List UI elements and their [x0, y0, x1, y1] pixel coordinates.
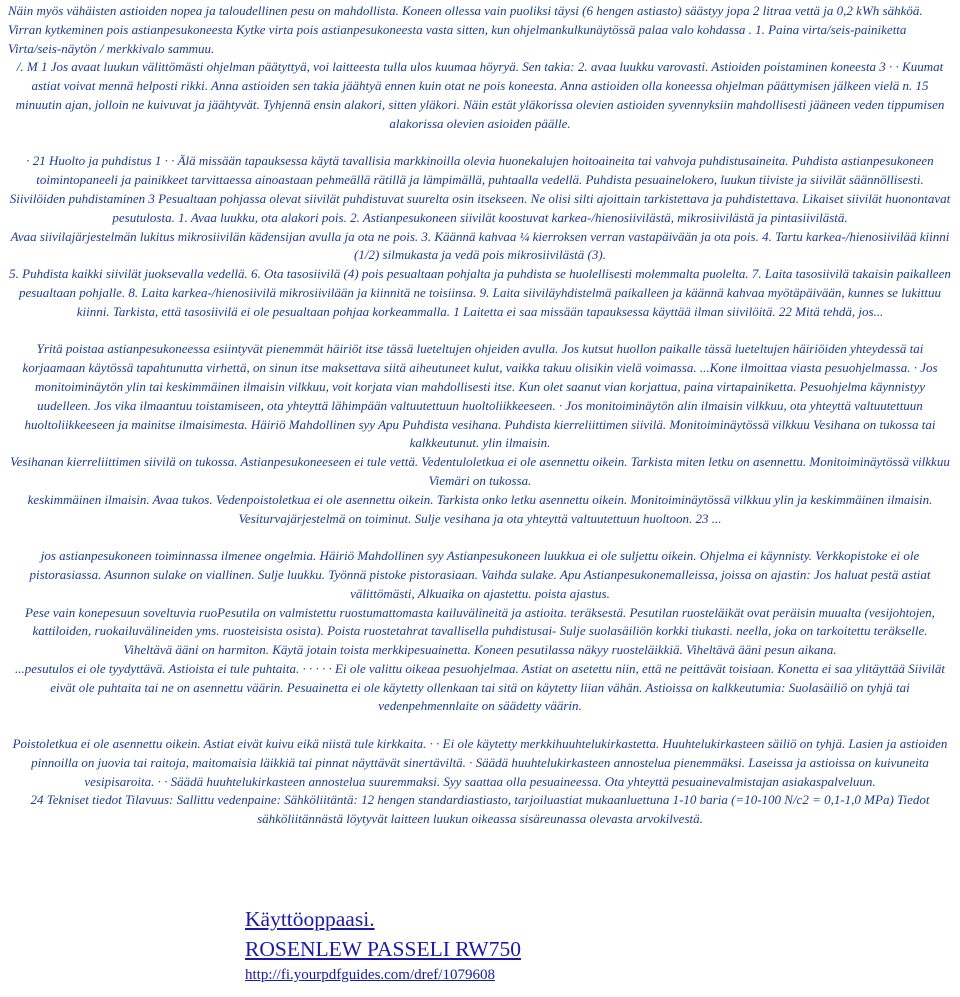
manual-page-text — [8, 2, 952, 829]
paragraph-unloading: /. M 1 Jos avaat luukun välittömästi ohjelman päätyttyä, voi laitteesta tulla ulos kuumaa höyryä. Sen takia: 2. avaa luukku varovasti. Astioiden poistaminen koneesta 3 · · Kuumat astiat voivat mennä helposti rikki. Anna astioiden sen takia jäähtyä ennen kuin otat ne pois koneesta. Anna astioiden olla koneessa ohjelman päättymisen jälkeen vielä n. 15 minuutin ajan, jolloin ne kuivuvat ja jäähtyvät. Tyhjennä ensin alakori, sitten yläkori. Näin estät yläkorissa olevien astioiden syvennyksiin mahdollisesti jääneen veden tippumisen alakorissa olevien asioiden päälle. — [15, 59, 945, 131]
paragraph-wash-result: ...pesutulos ei ole tyydyttävä. Astioista ei tule puhtaita. · · · · · Ei ole valittu oikeaa pesuohjelmaa. Astiat on asetettu niin, että ne peittävät toisiaan. Konetta ei saa ylitäyttää Siivilät eivät ole puhtaita tai ne on asennettu väärin. Pesuainetta ei ole käytetty ollenkaan tai sitä on käytetty liian vähän. Astioissa on kalkkeutumia: Suolasäiliö on tyhjä tai vedenpehmennlaite on säädetty väärin. — [15, 660, 945, 714]
footer-links — [245, 904, 521, 986]
paragraph-maintenance: · 21 Huolto ja puhdistus 1 · · Älä missään tapauksessa käytä tavallisia markkinoilla olevia huonekalujen hoitoaineita tai vahvoja puhdistusaineita. Puhdista astianpesukoneen toimintopaneeli ja painikkeet tarvittaessa ainoastaan pehmeällä rätillä ja lämpimällä, puhtaalla vedellä. Puhdista pesuainelokero, luukun tiiviste ja siivilät säännöllisesti. Siivilöiden puhdistaminen 3 Pesualtaan pohjassa olevat siivilät puhdistuvat suurelta osin itsekseen. Ne olisi silti ajoittain tarkistettava ja puhdistettava. Likaiset siivilät huonontavat pesutulosta. 1. Avaa luukku, ota alakori pois. 2. Astianpesukoneen siivilät koostuvat karkea-/hienosiivilästä, mikrosiivilästä ja pintasiivilästä. — [9, 153, 951, 225]
paragraph-drain: keskimmäinen ilmaisin. Avaa tukos. Vedenpoistoletkua ei ole asennettu oikein. Tarkista onko letku asennettu oikein. Monitoiminäytössä vilkkuu ylin ja keskimmäinen ilmaisin. Vesiturvajärjestelmä on toiminut. Sulje vesihana ja ota yhteyttä valtuutettuun huoltoon. 23 ... — [27, 491, 933, 526]
paragraph-rust: Pese vain konepesuun soveltuvia ruoPesutila on valmistettu ruostumattomasta kailuvälineitä ja astioita. teräksestä. Pesutilan ruosteläikät ovat peräisin muualta (vesijohtojen, kattiloiden, ruokailuvälineiden yms. ruosteisista osista). Poista ruostetahrat tavallisella puhdistusai- Sulje suolasäiliön korkki tiukasti. neella, joka on tarkoitettu teräkselle. Viheltävä ääni on harmiton. Käytä jotain toista merkkipesuainetta. Koneen pesutilassa näkyy ruosteläikkiä. Viheltävä ääni pesun aikana. — [25, 604, 935, 658]
paragraph-water-inlet: Vesihanan kierreliittimen siivilä on tukossa. Astianpesukoneeseen ei tule vettä. Vedentuloletkua ei ole asennettu oikein. Tarkista miten letku on asennettu. Monitoiminäytössä vilkkuu Viemäri on tukossa. — [10, 454, 950, 488]
paragraph-technical-data: 24 Tekniset tiedot Tilavuus: Sallittu vedenpaine: Sähköliitäntä: 12 hengen standardiastiasto, tarjoiluastiat mukaanluettuna 1-10 baria (=10-100 N/c2 = 0,1-1,0 MPa) Tiedot sähköliitännästä löytyvät laitteen luukun oikeassa sisäreunassa olevasta arvokilvestä. — [30, 792, 930, 827]
paragraph-gap — [8, 528, 952, 547]
paragraph-gap — [8, 134, 952, 153]
manual-title-link[interactable]: Käyttöoppaasi. — [245, 907, 375, 931]
paragraph-gap — [8, 716, 952, 735]
manual-url-link[interactable]: http://fi.yourpdfguides.com/dref/1079608 — [245, 967, 495, 983]
paragraph-program-start: jos astianpesukoneen toiminnassa ilmenee ongelmia. Häiriö Mahdollinen syy Astianpesukoneen luukkua ei ole suljettu oikein. Ohjelma ei käynnisty. Verkkopistoke ei ole pistorasiassa. Asunnon sulake on viallinen. Sulje luukku. Työnnä pistoke pistorasiaan. Vaihda sulake. Apu Astianpesukonemalleissa, joissa on ajastin: Jos haluat pestä astiat välittömästi, Alkuaika on ajastettu. poista ajastus. — [29, 548, 931, 601]
paragraph-drying: Poistoletkua ei ole asennettu oikein. Astiat eivät kuivu eikä niistä tule kirkkaita. · · Ei ole käytetty merkkihuuhtelukirkastetta. Huuhtelukirkasteen säiliö on tyhjä. Lasien ja astioiden pinnoilla on juovia tai raitoja, maitomaisia läikkiä tai pinnat näyttävät sinertäviltä. · Säädä huuhtelukirkasteen annostelua pienemmäksi. Laseissa ja astioissa on kuivuneita vesipisaroita. · · Säädä huuhtelukirkasteen annostelua suuremmaksi. Syy saattaa olla pesuaineessa. Ota yhteyttä pesuainevalmistajan asiakaspalveluun. — [12, 736, 948, 789]
paragraph-troubleshooting: Yritä poistaa astianpesukoneessa esiintyvät pienemmät häiriöt itse tässä lueteltujen ohjeiden avulla. Jos kutsut huollon paikalle tässä lueteltujen häiriöiden yhteydessä tai korjaamaan käytössä tapahtunutta virhettä, on sinun itse maksettava siitä aiheutuneet kulut, vaikka takuu olisikin vielä voimassa. ...Kone ilmoittaa viasta pesuohjelmassa. · Jos monitoiminäytön ylin tai keskimmäinen ilmaisin vilkkuu, voit korjata vian mahdollisesti itse. Kun olet saanut vian korjattua, paina virtapainiketta. Pesuohjelma käynnistyy uudelleen. Jos vika ilmaantuu toistamiseen, ota yhteyttä lähimpään valtuutettuun huoltoliikkeeseen. · Jos monitoiminäytön alin ilmaisin vilkkuu, ota yhteyttä valtuutettuun huoltoliikkeeseen ja mainitse ilmaisimesta. Häiriö Mahdollinen syy Apu Puhdista vesihana. Puhdista kierreliittimen siivilä. Monitoiminäytössä vilkkuu Vesihana on tukossa tai kalkkeutunut. ylin ilmaisin. — [22, 341, 938, 451]
paragraph-intro-wash: Näin myös vähäisten astioiden nopea ja taloudellinen pesu on mahdollista. Koneen ollessa vain puoliksi täysi (6 hengen astiasto) säästyy jopa 2 litraa vettä ja 0,2 kWh sähköä. Virran kytkeminen pois astianpesukoneesta Kytke virta pois astianpesukoneesta vasta sitten, kun ohjelmankulkunäytössä palaa valo kohdassa . 1. Paina virta/seis-painiketta Virta/seis-näytön / merkkivalo sammuu. — [8, 3, 923, 56]
paragraph-filter-removal: Avaa siivilajärjestelmän lukitus mikrosiivilän kädensijan avulla ja ota ne pois. 3. Käännä kahvaa ¼ kierroksen verran vastapäivään ja ota pois. 4. Tartu karkea-/hienosiivilää kiinni (1/2) silmukasta ja vedä pois mikrosiivilästä (3). — [10, 228, 950, 263]
product-name-link[interactable]: ROSENLEW PASSELI RW750 — [245, 937, 521, 961]
paragraph-filter-cleaning: 5. Puhdista kaikki siivilät juoksevalla vedellä. 6. Ota tasosiivilä (4) pois pesualtaan pohjalta ja puhdista se huolellisesti molemmalta puolelta. 7. Laita tasosiivilä takaisin paikalleen pesualtaan pohjalle. 8. Laita karkea-/hienosiivilä mikrosiivilään ja kiinnitä ne toisiinsa. 9. Laita siiviläyhdistelmä paikalleen ja käännä kahvaa myötäpäivään, kunnes se lukittuu kiinni. Tarkista, että tasosiivilä ei ole pesualtaan pohjaa korkeammalla. 1 Laitetta ei saa missään tapauksessa käyttää ilman siivilöitä. 22 Mitä tehdä, jos... — [9, 266, 951, 319]
paragraph-gap — [8, 322, 952, 341]
